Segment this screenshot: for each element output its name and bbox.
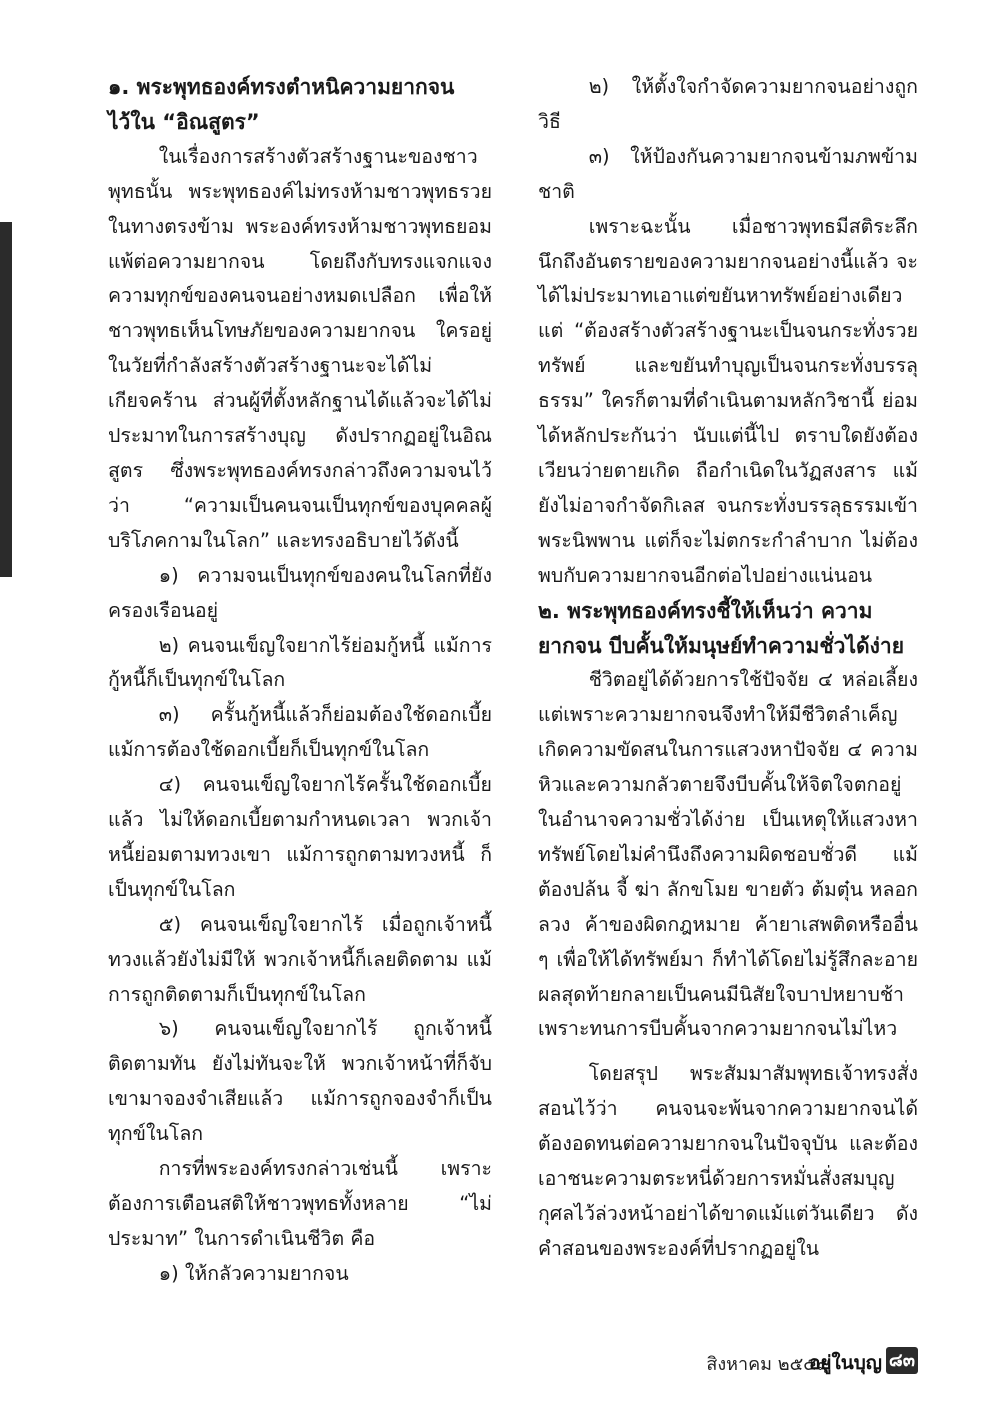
paragraph: โดยสรุป พระสัมมาสัมพุทธเจ้าทรงสั่งสอนไว้ว่า คนจนจะพ้นจากความยากจนได้ต้องอดทนต่อความยากจนในปัจจุบัน และต้องเอาชนะความตระหนี่ด้วยการหมั่นสั่งสมบุญกุศลไว้ล่วงหน้าอย่าได้ขาดแม้แต่วันเดียว ดังคำสอนของพระองค์ที่ปรากฏอยู่ใน	[538, 1062, 918, 1260]
paragraph-gap	[538, 1047, 918, 1057]
edge-thumb-tab	[0, 222, 12, 577]
list-item: ๑) ความจนเป็นทุกข์ของคนในโลกที่ยังครองเรือนอยู่	[108, 563, 492, 622]
section-heading-1: ๑. พระพุทธองค์ทรงตำหนิความยากจน	[108, 75, 455, 99]
list-item: ๓) ครั้นกู้หนี้แล้วก็ย่อมต้องใช้ดอกเบี้ย แม้การต้องใช้ดอกเบี้ยก็เป็นทุกข์ในโลก	[108, 703, 492, 762]
paragraph: ในเรื่องการสร้างตัวสร้างฐานะของชาวพุทธนั้น พระพุทธองค์ไม่ทรงห้ามชาวพุทธรวย ในทางตรงข้าม พระองค์ทรงห้ามชาวพุทธยอมแพ้ต่อความยากจน โดยถึงกับทรงแจกแจงความทุกข์ของคนจนอย่างหมดเปลือก เพื่อให้ชาวพุทธเห็นโทษภัยของความยากจน ใครอยู่ในวัยที่กำลังสร้างตัวสร้างฐานะจะได้ไม่เกียจคร้าน ส่วนผู้ที่ตั้งหลักฐานได้แล้วจะได้ไม่ประมาทในการสร้างบุญ ดังปรากฏอยู่ในอิณสูตร ซึ่งพระพุทธองค์ทรงกล่าวถึงความจนไว้ว่า “ความเป็นคนจนเป็นทุกข์ของบุคคลผู้บริโภคกามในโลก” และทรงอธิบายไว้ดังนี้	[108, 144, 492, 552]
list-item: ๔) คนจนเข็ญใจยากไร้ครั้นใช้ดอกเบี้ยแล้ว ไม่ให้ดอกเบี้ยตามกำหนดเวลา พวกเจ้าหนี้ย่อมตามทวงเขา แม้การถูกตามทวงหนี้ ก็เป็นทุกข์ในโลก	[108, 773, 492, 901]
left-column	[108, 70, 492, 1292]
page-number: ๘๓	[886, 1347, 918, 1374]
section-heading-2: ๒. พระพุทธองค์ทรงชี้ให้เห็นว่า ความยากจน บีบคั้นให้มนุษย์ทำความชั่วได้ง่าย	[538, 598, 904, 658]
list-item: ๒) คนจนเข็ญใจยากไร้ย่อมกู้หนี้ แม้การกู้หนี้ก็เป็นทุกข์ในโลก	[108, 633, 492, 692]
page-footer	[0, 1347, 1000, 1377]
list-item: ๕) คนจนเข็ญใจยากไร้ เมื่อถูกเจ้าหนี้ทวงแล้วยังไม่มีให้ พวกเจ้าหนี้ก็เลยติดตาม แม้การถูกติดตามก็เป็นทุกข์ในโลก	[108, 912, 492, 1006]
list-item: ๑) ให้กลัวความยากจน	[158, 1261, 349, 1285]
magazine-name: อยู่ในบุญ	[808, 1352, 882, 1374]
list-item: ๓) ให้ป้องกันความยากจนข้ามภพข้ามชาติ	[538, 144, 918, 203]
section-heading-1-cont: ไว้ใน “อิณสูตร”	[108, 109, 260, 134]
paragraph: การที่พระองค์ทรงกล่าวเช่นนี้ เพราะต้องการเตือนสติให้ชาวพุทธทั้งหลาย “ไม่ประมาท” ในการดำเนินชีวิต คือ	[108, 1157, 492, 1250]
issue-date: สิงหาคม ๒๕๕๙	[706, 1354, 830, 1375]
paragraph: เพราะฉะนั้น เมื่อชาวพุทธมีสติระลึกนึกถึงอันตรายของความยากจนอย่างนี้แล้ว จะได้ไม่ประมาทเอาแต่ขยันหาทรัพย์อย่างเดียว แต่ “ต้องสร้างตัวสร้างฐานะเป็นจนกระทั่งรวยทรัพย์ และขยันทำบุญเป็นจนกระทั่งบรรลุธรรม” ใครก็ตามที่ดำเนินตามหลักวิชานี้ ย่อมได้หลักประกันว่า นับแต่นี้ไป ตราบใดยังต้องเวียนว่ายตายเกิด ถือกำเนิดในวัฏสงสาร แม้ยังไม่อาจกำจัดกิเลส จนกระทั่งบรรลุธรรมเข้าพระนิพพาน แต่ก็จะไม่ตกระกำลำบาก ไม่ต้องพบกับความยากจนอีกต่อไปอย่างแน่นอน	[538, 214, 918, 587]
right-column	[538, 70, 918, 1267]
list-item: ๖) คนจนเข็ญใจยากไร้ ถูกเจ้าหนี้ติดตามทัน ยังไม่ทันจะให้ พวกเจ้าหน้าที่ก็จับเขามาจองจำเสียแล้ว แม้การถูกจองจำก็เป็นทุกข์ในโลก	[108, 1017, 492, 1146]
paragraph: ชีวิตอยู่ได้ด้วยการใช้ปัจจัย ๔ หล่อเลี้ยง แต่เพราะความยากจนจึงทำให้มีชีวิตลำเค็ญ เกิดความขัดสนในการแสวงหาปัจจัย ๔ ความหิวและความกลัวตายจึงบีบคั้นให้จิตใจตกอยู่ในอำนาจความชั่วได้ง่าย เป็นเหตุให้แสวงหาทรัพย์โดยไม่คำนึงถึงความผิดชอบชั่วดี แม้ต้องปล้น จี้ ฆ่า ลักขโมย ขายตัว ต้มตุ๋น หลอกลวง ค้าของผิดกฎหมาย ค้ายาเสพติดหรืออื่น ๆ เพื่อให้ได้ทรัพย์มา ก็ทำได้โดยไม่รู้สึกละอาย ผลสุดท้ายกลายเป็นคนมีนิสัยใจบาปหยาบช้า เพราะทนการบีบคั้นจากความยากจนไม่ไหว	[538, 668, 918, 1041]
list-item: ๒) ให้ตั้งใจกำจัดความยากจนอย่างถูกวิธี	[538, 75, 918, 133]
